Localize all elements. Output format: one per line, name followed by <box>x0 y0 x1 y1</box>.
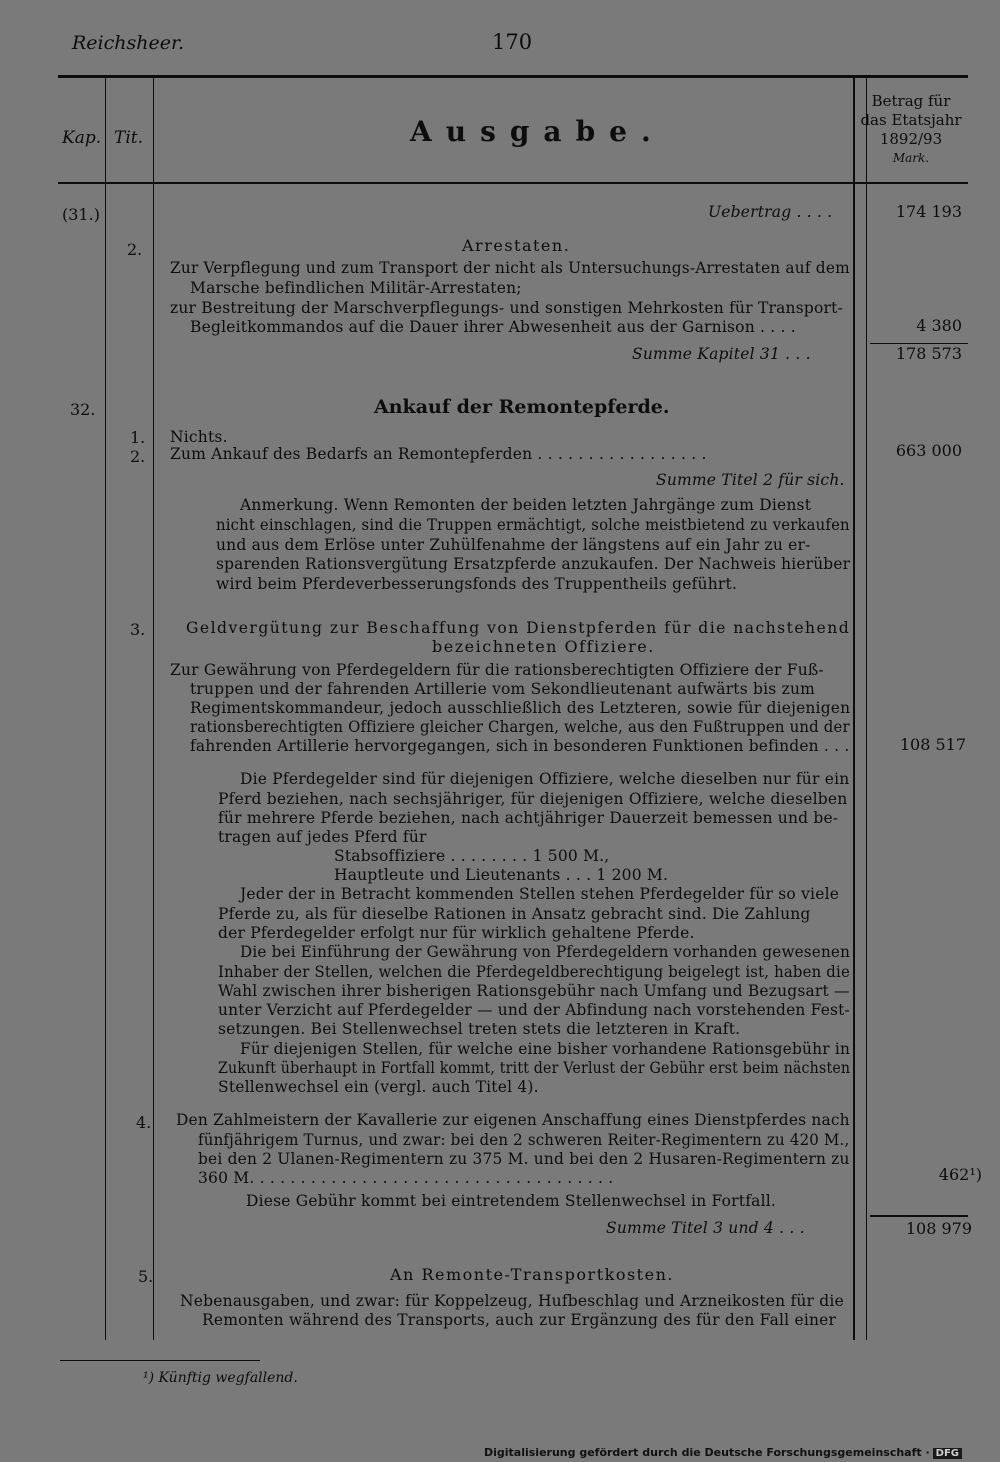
pferdegelder-line-4: tragen auf jedes Pferd für <box>218 828 427 846</box>
betrag-line-3: 1892/93 <box>879 130 943 148</box>
uebertrag-amount: 174 193 <box>895 202 962 221</box>
tit-2b: 2. <box>130 447 146 466</box>
tit-column-rule <box>153 78 154 1340</box>
jeder-line-1: Jeder der in Betracht kommenden Stellen stehen Pferdegelder für so viele <box>240 885 840 903</box>
zahlmeister-line-4: 360 M. . . . . . . . . . . . . . . . . . . . . . . . . . . . . . . . . . . . <box>198 1169 614 1187</box>
arrestaten-line-1: Zur Verpflegung und zum Transport der nicht als Untersuchungs-Arrestaten auf dem <box>170 259 850 277</box>
anmerkung-line-2: nicht einschlagen, sind die Truppen ermächtigt, solche meistbietend zu verkaufen <box>216 516 850 534</box>
arrestaten-amount: 4 380 <box>916 316 962 335</box>
unit-label: Mark. <box>892 151 930 165</box>
summe-tit34-amount: 108 979 <box>905 1219 972 1238</box>
hauptleute-rate: Hauptleute und Lieutenants . . . 1 200 M. <box>334 866 669 884</box>
section-header: Reichsheer. <box>72 32 185 54</box>
anmerkung-line-5: wird beim Pferdeverbesserungsfonds des Truppentheils geführt. <box>216 575 738 593</box>
summe-kap31-label: Summe Kapitel 31 . . . <box>632 345 811 363</box>
kap-31: (31.) <box>62 205 100 224</box>
geld-amount: 108 517 <box>899 735 966 754</box>
nichts-text: Nichts. <box>170 428 228 446</box>
tit-3: 3. <box>130 620 146 639</box>
footer-text: Digitalisierung gefördert durch die Deutsche Forschungsgemeinschaft · <box>483 1446 930 1459</box>
ausgabe-header: Ausgabe. <box>410 115 665 148</box>
zahlmeister-amount: 462¹) <box>938 1165 982 1184</box>
arrestaten-line-3: zur Bestreitung der Marschverpflegungs- und sonstigen Mehrkosten für Transport- <box>170 299 844 317</box>
geld-title-line-1: Geldvergütung zur Beschaffung von Dienstpferden für die nachstehend <box>186 618 851 637</box>
geld-line-3: Regimentskommandeur, jedoch ausschließlich des Letzteren, sowie für diejenigen <box>190 699 851 717</box>
page-number: 170 <box>492 30 533 54</box>
bedarf-amount: 663 000 <box>895 441 962 460</box>
tit-header: Tit. <box>114 128 144 148</box>
summe-kap31-amount: 178 573 <box>895 344 962 363</box>
summe-tit2-label: Summe Titel 2 für sich. <box>656 471 845 489</box>
sum-rule-2 <box>870 1215 968 1217</box>
top-rule <box>58 75 968 78</box>
zahlmeister-line-1: Den Zahlmeistern der Kavallerie zur eigenen Anschaffung eines Dienstpferdes nach <box>176 1111 850 1129</box>
fuer-line-3: Stellenwechsel ein (vergl. auch Titel 4). <box>218 1078 539 1096</box>
zahlmeister-line-3: bei den 2 Ulanen-Regimentern zu 375 M. und bei den 2 Husaren-Regimentern zu <box>198 1150 850 1168</box>
header-bottom-rule <box>58 182 968 184</box>
geld-line-5: fahrenden Artillerie hervorgegangen, sich in besonderen Funktionen befinden . . . <box>190 737 850 755</box>
summe-tit34-label: Summe Titel 3 und 4 . . . <box>606 1219 805 1237</box>
einfuehrung-line-5: setzungen. Bei Stellenwechsel treten stets die letzteren in Kraft. <box>218 1020 741 1038</box>
arrestaten-line-4: Begleitkommandos auf die Dauer ihrer Abwesenheit aus der Garnison . . . . <box>190 318 796 336</box>
jeder-line-2: Pferde zu, als für dieselbe Rationen in Ansatz gebracht sind. Die Zahlung <box>218 905 811 923</box>
einfuehrung-line-2: Inhaber der Stellen, welchen die Pferdegeldberechtigung beigelegt ist, haben die <box>218 963 850 981</box>
tit-5: 5. <box>138 1267 154 1286</box>
remonte-transport-title: An Remonte-Transportkosten. <box>390 1265 674 1284</box>
pferdegelder-line-1: Die Pferdegelder sind für diejenigen Offiziere, welche dieselben nur für ein <box>240 770 850 788</box>
anmerkung-line-1: Anmerkung. Wenn Remonten der beiden letzten Jahrgänge zum Dienst <box>240 496 812 514</box>
arrestaten-line-2: Marsche befindlichen Militär-Arrestaten; <box>190 279 522 297</box>
dfg-footer <box>484 1446 962 1459</box>
diese-gebuehr-line: Diese Gebühr kommt bei eintretendem Stellenwechsel in Fortfall. <box>246 1192 777 1210</box>
geld-line-1: Zur Gewährung von Pferdegeldern für die rationsberechtigten Offiziere der Fuß- <box>170 661 824 679</box>
geld-title-line-2: bezeichneten Offiziere. <box>432 637 655 656</box>
pferdegelder-line-3: für mehrere Pferde beziehen, nach achtjähriger Dauerzeit bemessen und be- <box>218 809 839 827</box>
einfuehrung-line-1: Die bei Einführung der Gewährung von Pferdegeldern vorhanden gewesenen <box>240 943 851 961</box>
kap-32: 32. <box>70 400 96 419</box>
anmerkung-line-3: und aus dem Erlöse unter Zuhülfenahme der längstens auf ein Jahr zu er- <box>216 536 811 554</box>
footnote: ¹) Künftig wegfallend. <box>143 1370 298 1386</box>
geld-line-2: truppen und der fahrenden Artillerie vom Sekondlieutenant aufwärts bis zum <box>190 680 816 698</box>
bedarf-line: Zum Ankauf des Bedarfs an Remontepferden . . . . . . . . . . . . . . . . . <box>170 445 707 463</box>
dfg-logo-icon: DFG <box>933 1448 962 1459</box>
amount-column-rule <box>866 78 867 1340</box>
arrestaten-title: Arrestaten. <box>462 236 571 255</box>
einfuehrung-line-4: unter Verzicht auf Pferdegelder — und der Abfindung nach vorstehenden Fest- <box>218 1001 850 1019</box>
jeder-line-3: der Pferdegelder erfolgt nur für wirklich gehaltene Pferde. <box>218 924 695 942</box>
nebenausgaben-line-1: Nebenausgaben, und zwar: für Koppelzeug, Hufbeschlag und Arzneikosten für die <box>180 1292 844 1310</box>
fuer-line-2: Zukunft überhaupt in Fortfall kommt, tritt der Verlust der Gebühr erst beim nächsten <box>218 1059 851 1077</box>
stabsoffiziere-rate: Stabsoffiziere . . . . . . . . 1 500 M., <box>334 847 610 865</box>
kap-header: Kap. <box>62 128 102 148</box>
einfuehrung-line-3: Wahl zwischen ihrer bisherigen Rationsgebühr nach Umfang und Bezugsart — <box>218 982 850 1000</box>
betrag-header <box>856 92 966 168</box>
anmerkung-line-4: sparenden Rationsvergütung Ersatzpferde anzukaufen. Der Nachweis hierüber <box>216 555 851 573</box>
pferdegelder-line-2: Pferd beziehen, nach sechsjähriger, für diejenigen Offiziere, welche dieselben <box>218 790 848 808</box>
remonte-title: Ankauf der Remontepferde. <box>374 396 670 418</box>
footnote-rule <box>60 1360 260 1361</box>
fuer-line-1: Für diejenigen Stellen, für welche eine bisher vorhandene Rationsgebühr in <box>240 1040 851 1058</box>
betrag-line-1: Betrag für <box>871 92 951 110</box>
zahlmeister-line-2: fünfjährigem Turnus, und zwar: bei den 2 schweren Reiter-Regimentern zu 420 M., <box>198 1131 850 1149</box>
tit-4: 4. <box>136 1113 152 1132</box>
kap-column-rule <box>105 78 106 1340</box>
betrag-line-2: das Etatsjahr <box>860 111 962 129</box>
tit-2: 2. <box>127 240 143 259</box>
tit-1: 1. <box>130 428 146 447</box>
text-column-rule <box>853 78 855 1340</box>
uebertrag-label: Uebertrag . . . . <box>708 203 833 221</box>
nebenausgaben-line-2: Remonten während des Transports, auch zur Ergänzung des für den Fall einer <box>202 1311 837 1329</box>
geld-line-4: rationsberechtigten Offiziere gleicher Chargen, welche, aus den Fußtruppen und der <box>190 718 850 736</box>
